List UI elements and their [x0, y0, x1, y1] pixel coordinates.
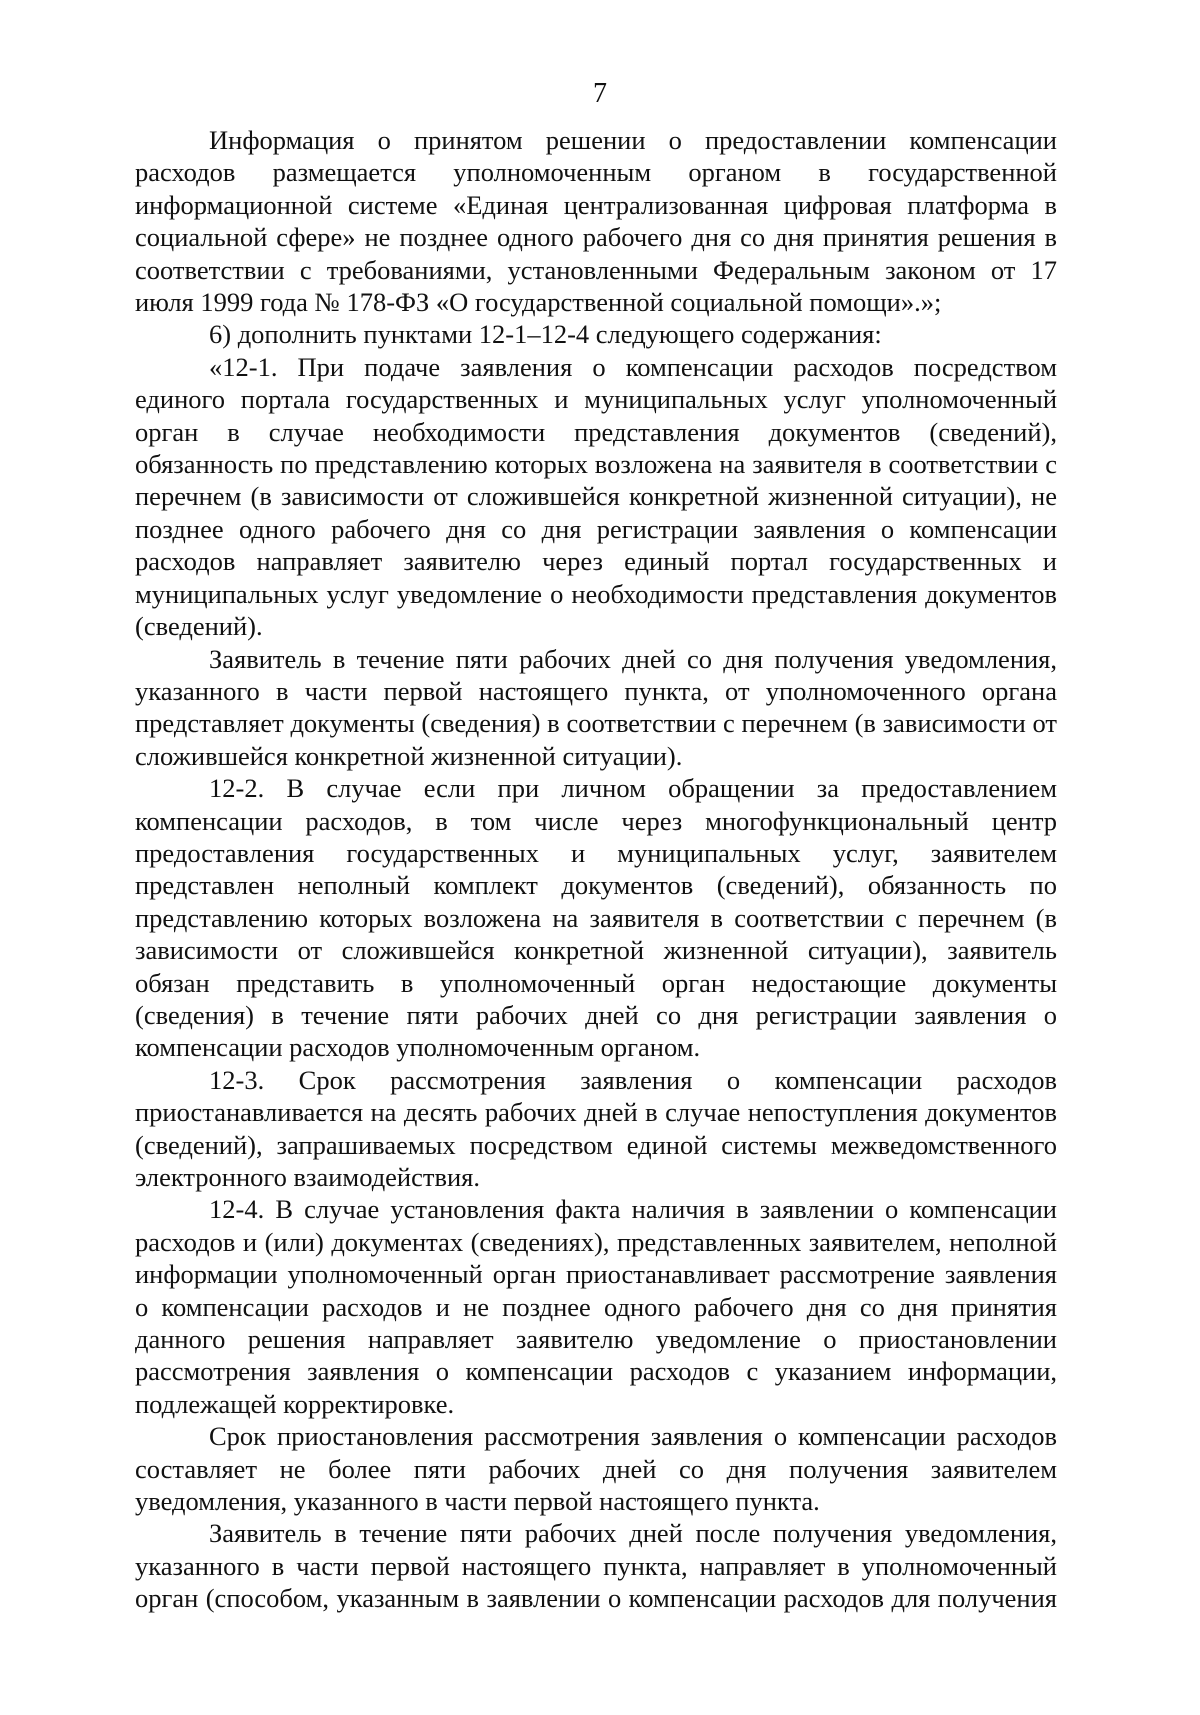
paragraph-info-placement: Информация о принятом решении о предоставлении компенсации расходов размещается уполномоченным органом в государственной информационной системе «Единая централизованная цифровая платформа в социальной сфере» не позднее одного рабочего дня со дня принятия решения в соответствии с требованиями, установленными Федеральным законом от 17 июля 1999 года № 178-ФЗ «О государственной социальной помощи».»; — [135, 125, 1057, 318]
paragraph-12-1-applicant: Заявитель в течение пяти рабочих дней со дня получения уведомления, указанного в части первой настоящего пункта, от уполномоченного органа представляет документы (сведения) в соответствии с перечнем (в зависимости от сложившейся конкретной жизненной ситуации). — [135, 643, 1057, 771]
paragraph-amendment-6: 6) дополнить пунктами 12-1–12-4 следующего содержания: — [209, 319, 882, 350]
paragraph-12-1: «12-1. При подаче заявления о компенсации расходов посредством единого портала государственных и муниципальных услуг уполномоченный орган в случае необходимости представления документов (сведений), обязанность по представлению которых возложена на заявителя в соответствии с перечнем (в зависимости от сложившейся конкретной жизненной ситуации), не позднее одного рабочего дня со дня регистрации заявления о компенсации расходов направляет заявителю через единый портал государственных и муниципальных услуг уведомление о необходимости представления документов (сведений). — [135, 351, 1057, 642]
paragraph-12-4: 12-4. В случае установления факта наличия в заявлении о компенсации расходов и (или) документах (сведениях), представленных заявителем, неполной информации уполномоченный орган приостанавливает рассмотрение заявления о компенсации расходов и не позднее одного рабочего дня со дня принятия данного решения направляет заявителю уведомление о приостановлении рассмотрения заявления о компенсации расходов с указанием информации, подлежащей корректировке. — [135, 1194, 1057, 1419]
page-number: 7 — [593, 78, 607, 109]
document-body — [135, 124, 1057, 1615]
paragraph-12-4-suspension-term: Срок приостановления рассмотрения заявления о компенсации расходов составляет не более пяти рабочих дней со дня получения заявителем уведомления, указанного в части первой настоящего пункта. — [135, 1421, 1057, 1517]
paragraph-12-2: 12-2. В случае если при личном обращении за предоставлением компенсации расходов, в том числе через многофункциональный центр предоставления государственных и муниципальных услуг, заявителем представлен неполный комплект документов (сведений), обязанность по представлению которых возложена на заявителя в соответствии с перечнем (в зависимости от сложившейся конкретной жизненной ситуации), заявитель обязан представить в уполномоченный орган недостающие документы (сведения) в течение пяти рабочих дней со дня регистрации заявления о компенсации расходов уполномоченным органом. — [135, 773, 1057, 1063]
paragraph-12-4-applicant: Заявитель в течение пяти рабочих дней после получения уведомления, указанного в части первой настоящего пункта, направляет в уполномоченный орган (способом, указанным в заявлении о компенсации расходов для получения — [135, 1518, 1057, 1614]
paragraph-12-3: 12-3. Срок рассмотрения заявления о компенсации расходов приостанавливается на десять рабочих дней в случае непоступления документов (сведений), запрашиваемых посредством единой системы межведомственного электронного взаимодействия. — [135, 1064, 1057, 1192]
